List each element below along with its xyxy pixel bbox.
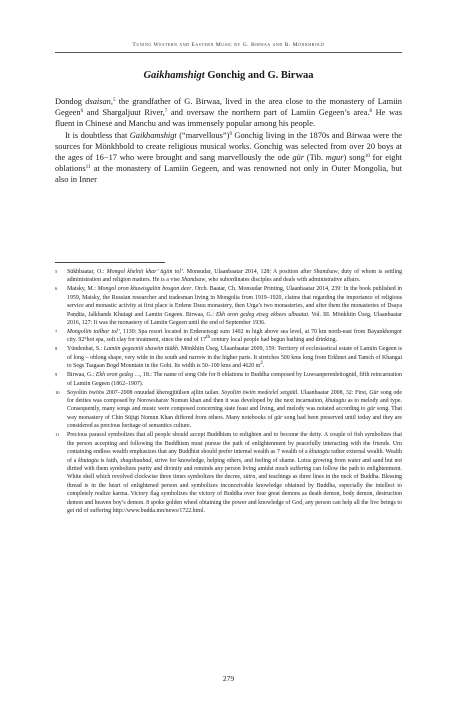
footnote-number: 6 (55, 286, 58, 292)
page-number: 279 (222, 674, 235, 683)
body-paragraph (55, 96, 402, 130)
text-run: . Mönkhiin Üseg, Ulaanbaatar 2009, 159: Territory of ecclesiastical estate of Lamiin Gegeen is of long – oblong shape, very wide in the south and narrow in the higher parts. It stretches 500 kms long from Erkhnet and Tamch of Khangai to Segs Tsagaan Bogd Mountain in the Gobi. Its width is 50–100 kms and 4620 m (67, 346, 402, 370)
italic-text: mgur (325, 153, 344, 163)
footnote (55, 389, 402, 431)
text-run: Maisky, M.: (67, 286, 98, 293)
text-run: Precious parasol symbolizes that all people should accept Buddhism to enlighten and to become the deity. A couple of fish symbolizes that the person accepting and following the Buddhism must pursue the path of enlightenment by peacefully interacting with the friends. Urn containing endless wealth emphasizes that any Buddhist should prefer internal wealth as 7 wealth of a (67, 432, 402, 456)
body-text (55, 96, 402, 186)
text-run: , (110, 97, 113, 106)
text-run: is faith, (98, 457, 121, 464)
footnote (55, 268, 402, 285)
text-run: and Shargaljuut River, (83, 108, 165, 118)
footnote (55, 371, 402, 388)
footnote-number: 11 (55, 432, 60, 438)
italic-text: khutagtu (309, 449, 330, 456)
italic-text: Mongol khelnii khar’ ügiin tol’ (106, 269, 183, 275)
footnote (55, 328, 402, 345)
footnote-marker: 8 (369, 109, 373, 115)
text-run: . Orch. Baatar, Ch. Monsudar Printing, Ulaanbaatar 2014, 239: In the book published in 1959, Maisky, the Russian researcher and tradesman living in Mongolia from 1919–1920, claims that regarding the importance of religious service and monastic activity at first place is Erdene Dsuu monastery, then Urga’s two monasteries, and after them the monasteries of Dsaya Paṇḍita, Jalkhands Khutagt and Lamiin Gegeen. Birwaa, G.: (67, 286, 402, 318)
text-run: the grandfather of G. Birwaa, lived in the area close to the monastery of Lamiin Gegeen (55, 97, 402, 118)
section-title (0, 70, 457, 81)
text-run: . Ulaanbaatar 2008, 32: First, (297, 389, 370, 396)
footnote-rule (55, 262, 165, 263)
text-run: at the monastery of Lamiin Gegeen, and was renowned not only in Outer Mongolia, but also in Inner (55, 164, 402, 185)
footnote-marker: th (206, 335, 210, 341)
italic-text: gür (292, 153, 304, 163)
running-head: Tuning Western and Eastern Music by G. Birwaa and B. Mönkhbold (132, 42, 325, 48)
italic-text: Shandsaw (181, 277, 206, 284)
footnote (55, 285, 402, 327)
section-title-rest: Gonchig and G. Birwaa (204, 70, 314, 81)
italic-text: Gaikhamshigt (129, 130, 177, 140)
footnote-marker: 7 (164, 109, 168, 115)
section-title-italic: Gaikhamshigt (143, 70, 205, 81)
text-run: Birwaa, G.: (67, 372, 96, 379)
footnote-number: 9 (55, 372, 58, 378)
text-run: song ode for deities was composed by Norowsharav Nomun khan and then it was developed by the next incarnation, (67, 389, 402, 405)
text-run: Yündenbat, S.: (67, 346, 104, 353)
footnote-marker: 11 (85, 165, 91, 171)
italic-text: gür (274, 414, 283, 421)
footnote-marker: 2 (260, 361, 263, 367)
text-run: , 1130: Spa resort located in Erdenetsogt sum 1492 m high above sea level, at 70 km north-east from Bayankhongor city. 92°hot spa, soft clay for treatment, since the end of 17 (67, 329, 402, 344)
text-run: , and teachings as three lines in the neck of Buddha. Blessing thread is in the heart of enlightened person and symbolizes inconceivable knowledge obtained by Buddha, especially the intellect to completely realize karma. Victory flag symbolizes the victory of Buddha over four great demons as death demon, body demon, destruction demon and heaven boy’s demon. 8 spoke golden wheel obtaining the power and knowledge of God, any person can help all the live beings to get rid of suffering http://www.budda.mn/news/1722.html. (67, 474, 402, 514)
text-run: song. That way monastery of Chin Süjigt Nomun Khan differed from others. Many notebooks of (67, 406, 402, 421)
italic-text: Ekh oron gedeg … (95, 372, 140, 379)
text-run: Gonchig living in the 1870s and Birwaa were the sources for Mönkhbold to create religious musical works. Gonchig was selected from over 20 boys at the ages of 16−17 who were brought and sang marvellously the ode (55, 130, 402, 163)
italic-text: khutagtu (325, 398, 346, 405)
text-run: . (262, 363, 265, 370)
footnote-marker: 9 (229, 131, 232, 137)
italic-text: Lamiin gegeeniii shawiin tüükh (103, 346, 178, 353)
footnote-number: 10 (55, 389, 60, 395)
italic-text: sūtra (243, 474, 256, 481)
text-run: Sükhbaatar, O.: (67, 269, 107, 275)
footnotes (55, 268, 402, 516)
italic-text: Gür (369, 389, 379, 396)
footnote-marker: 10 (364, 154, 370, 160)
italic-text: Soyoliin öwiin medeelel setgüül (221, 389, 298, 396)
italic-text: khutagtu (78, 457, 99, 464)
text-run: rather external wealth. Wealth of a (67, 449, 402, 464)
text-run: . Vol. III. Mönkhiin Üseg, Ulaanbaatar 2016, 127: It was the monastery of Lamiin Gegeen until the end of September 1936. (67, 311, 402, 327)
text-run: Dondog (55, 97, 86, 106)
italic-text: Mongol oron khuwisgaliin bosgon deer (97, 286, 192, 293)
body-paragraph (55, 130, 402, 186)
italic-text: gür (367, 406, 376, 413)
text-run: , strive for knowledge, helping others, and feeling of shame. Lotus growing from water and sand but not dirtied with them symbolizes purity and divinity and reminds any person living amidst much suffering can follow the path to enlightenment. White shell which revolved clockwise three times symbolizes the decree, (67, 457, 402, 481)
header-rule (55, 52, 402, 53)
footnote (55, 345, 402, 370)
italic-text: Ekh oron gedeg etseg ekhees ulbaatai (215, 311, 308, 318)
footnote-number: 5 (55, 269, 58, 274)
text-run: It is doubtless that (65, 130, 130, 140)
text-run: (Tib. (303, 153, 326, 163)
text-run: , 18.: The name of song Ode for 8 oblations to Buddha composed by Luwsanperenleitognid, fifth reincarnation of Lamiin Gegeen (1862–1907). (67, 372, 402, 387)
text-run: He was fluent in Chinese and Manchu and was immensely popular among his people. (55, 108, 402, 129)
text-run: . Monsudar, Ulaanbaatar 2014, 128: A position after (182, 269, 314, 275)
footnote-number: 8 (55, 346, 58, 352)
text-run: Soyoliin öwöös 2007–2008 onuudad kheregjüülsen ajliin tailan. (67, 389, 222, 396)
italic-text: Shandsaw (313, 269, 338, 275)
footnote (55, 431, 402, 515)
footnote-number: 7 (55, 329, 58, 335)
text-run: as to melody and type. Consequently, many songs and music were composed concerning state feast and living, and melody was notated according to (67, 398, 402, 413)
italic-text: dsaisan (85, 97, 111, 106)
text-run: , duty of whom is settling administration and religion matters. He is a vise (67, 269, 402, 284)
text-run: for eight oblations (55, 153, 402, 174)
text-run: (“marvellous”) (176, 130, 230, 140)
text-run: , who subordinates disciples and deals with administrative affairs. (205, 277, 361, 284)
text-run: ) song (343, 153, 365, 163)
text-run: and oversaw the northern part of Lamiin Gegeen’s area. (167, 108, 370, 118)
footnote-marker: 5 (112, 98, 116, 103)
italic-text: shagshaabad (120, 457, 152, 464)
italic-text: Mongoliin taiłbar tol’ (67, 329, 120, 336)
text-run: song had been preserved until today and they are considered as precious heritage of semantics culture. (67, 414, 402, 430)
footnote-marker: 6 (80, 109, 84, 115)
text-run: century local people had begun bathing and drinking. (209, 337, 338, 344)
